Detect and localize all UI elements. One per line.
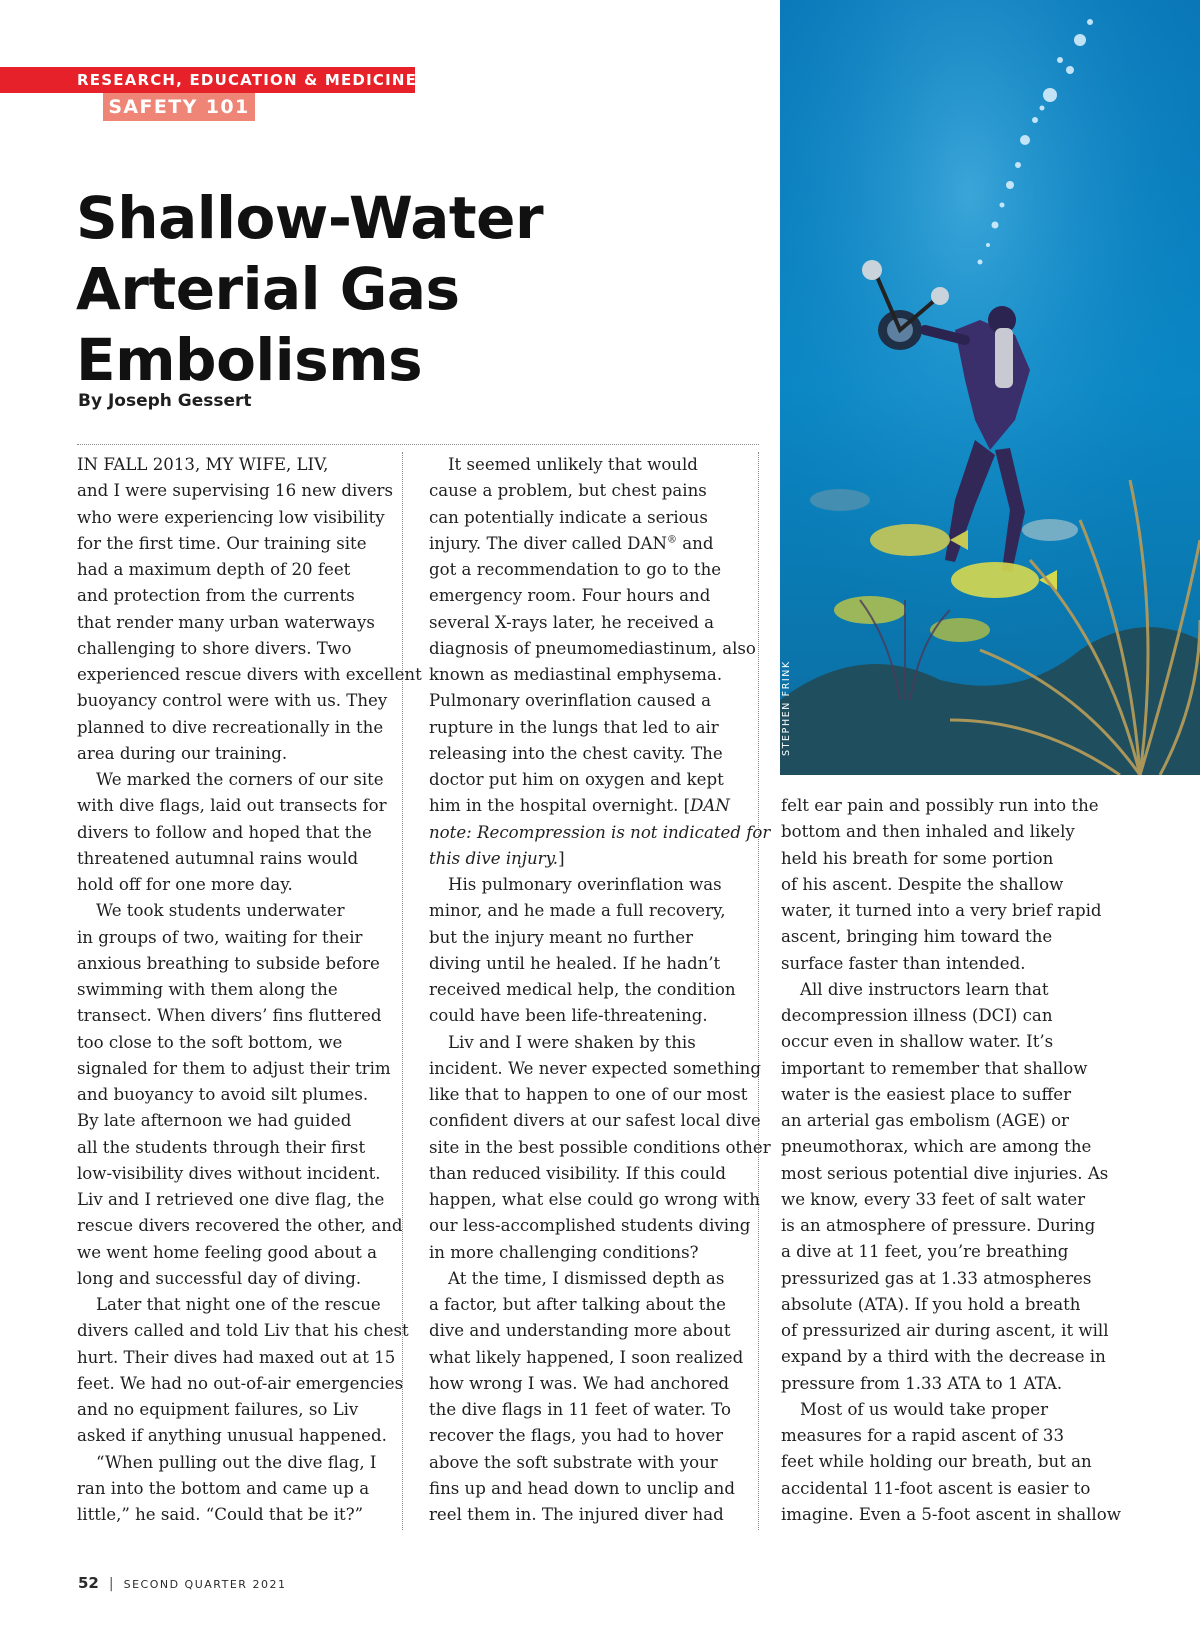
text-line: His pulmonary overinflation was [448, 875, 722, 894]
text-line: swimming with them along the [77, 980, 338, 999]
byline: By Joseph Gessert [78, 391, 252, 411]
page-number: 52 [78, 1574, 99, 1592]
text-line: fins up and head down to unclip and [429, 1478, 735, 1498]
registered-mark: ® [666, 534, 677, 546]
text-line: threatened autumnal rains would [77, 848, 359, 868]
text-line: occur even in shallow water. It’s [781, 1032, 1054, 1052]
text-line: long and successful day of diving. [77, 1268, 362, 1288]
text-line: incident. We never expected something [429, 1058, 761, 1078]
text-line: of pressurized air during ascent, it will [781, 1321, 1109, 1340]
text-line: Liv and I were shaken by this [448, 1032, 696, 1052]
text-line: accidental 11-foot ascent is easier to [781, 1478, 1091, 1498]
text-line: felt ear pain and possibly run into the [781, 796, 1099, 815]
text-line: in groups of two, waiting for their [77, 927, 363, 947]
text-line: decompression illness (DCI) can [781, 1006, 1053, 1025]
text-line: All dive instructors learn that [800, 979, 1049, 999]
text-line: rescue divers recovered the other, and [77, 1216, 403, 1236]
text-line: all the students through their first [77, 1137, 366, 1157]
text-line: got a recommendation to go to the [429, 560, 722, 579]
text-line: releasing into the chest cavity. The [429, 743, 723, 763]
scuba-diver-photo-icon [780, 0, 1200, 775]
text-line: We took students underwater [96, 901, 345, 921]
text-line: low-visibility dives without incident. [77, 1163, 381, 1183]
text-line: minor, and he made a full recovery, [429, 901, 726, 921]
text-line: rupture in the lungs that led to air [429, 717, 719, 737]
article-photo [780, 0, 1200, 775]
text-line: Pulmonary overinflation caused a [429, 691, 712, 711]
text-line [429, 846, 749, 872]
text-line: can potentially indicate a serious [429, 507, 708, 527]
text-line: By late afternoon we had guided [77, 1111, 352, 1131]
text-line: above the soft substrate with your [429, 1452, 718, 1472]
text-line: reel them in. The injured diver had [429, 1505, 724, 1524]
text-line: like that to happen to one of our most [429, 1085, 748, 1104]
divider-rule [77, 444, 759, 445]
text-line: water is the easiest place to suffer [781, 1084, 1072, 1104]
text-line: surface faster than intended. [781, 953, 1026, 973]
text-line: site in the best possible conditions other [429, 1137, 771, 1157]
text-line: with dive flags, laid out transects for [77, 796, 387, 816]
photo-credit: STEPHEN FRINK [781, 660, 792, 756]
text-line: pressure from 1.33 ATA to 1 ATA. [781, 1373, 1063, 1393]
text-line: imagine. Even a 5-foot ascent in shallow [781, 1504, 1121, 1524]
text-line: challenging to shore divers. Two [77, 638, 352, 658]
article-column-3 [781, 793, 1121, 1528]
text-line: area during our training. [77, 743, 288, 763]
text-line: feet while holding our breath, but an [781, 1452, 1092, 1472]
text-line: divers to follow and hoped that the [77, 822, 372, 842]
text-line: we know, every 33 feet of salt water [781, 1189, 1086, 1209]
text-line: hurt. Their dives had maxed out at 15 [77, 1347, 396, 1367]
text-line: Most of us would take proper [800, 1399, 1049, 1419]
text-line: happen, what else could go wrong with [429, 1190, 760, 1209]
text-line: pneumothorax, which are among the [781, 1137, 1092, 1157]
text-line: of his ascent. Despite the shallow [781, 874, 1064, 894]
text-line: dive and understanding more about [429, 1321, 731, 1341]
text-fragment: ] [558, 848, 565, 868]
text-line: Later that night one of the rescue [96, 1295, 381, 1314]
text-line: experienced rescue divers with excellent [77, 665, 422, 684]
text-line: in more challenging conditions? [429, 1242, 699, 1262]
text-line: our less-accomplished students diving [429, 1216, 751, 1236]
sub-kicker-badge: SAFETY 101 [103, 93, 255, 121]
text-line: hold off for one more day. [77, 875, 293, 894]
text-line: a dive at 11 feet, you’re breathing [781, 1242, 1069, 1262]
text-line: transect. When divers’ fins fluttered [77, 1006, 382, 1026]
text-line: planned to dive recreationally in the [77, 717, 384, 737]
text-line: received medical help, the condition [429, 980, 736, 999]
text-line: emergency room. Four hours and [429, 586, 711, 606]
text-line: We marked the corners of our site [96, 770, 384, 789]
text-line: than reduced visibility. If this could [429, 1163, 727, 1183]
text-line: diagnosis of pneumomediastinum, also [429, 638, 756, 658]
text-line: pressurized gas at 1.33 atmospheres [781, 1268, 1092, 1288]
article-column-2 [429, 452, 771, 1528]
page-footer [78, 1573, 286, 1592]
text-line: and no equipment failures, so Liv [77, 1400, 359, 1419]
text-line: confident divers at our safest local dive [429, 1111, 761, 1131]
text-line: anxious breathing to subside before [77, 953, 380, 973]
text-line: asked if anything unusual happened. [77, 1426, 387, 1446]
text-line: the dive flags in 11 feet of water. To [429, 1400, 732, 1419]
text-fragment: this dive injury. [429, 848, 559, 868]
text-line: signaled for them to adjust their trim [77, 1058, 391, 1078]
text-line: measures for a rapid ascent of 33 [781, 1426, 1065, 1445]
text-line: that render many urban waterways [77, 612, 375, 632]
text-line: “When pulling out the dive flag, I [96, 1452, 377, 1472]
text-line: It seemed unlikely that would [448, 455, 698, 474]
column-divider [758, 452, 759, 1530]
text-line: how wrong I was. We had anchored [429, 1373, 730, 1393]
text-line: absolute (ATA). If you hold a breath [781, 1294, 1081, 1314]
text-line: important to remember that shallow [781, 1058, 1088, 1078]
text-line: divers called and told Liv that his chest [77, 1321, 409, 1341]
text-line: we went home feeling good about a [77, 1242, 377, 1262]
text-line: too close to the soft bottom, we [77, 1032, 343, 1052]
headline-line: Arterial Gas [76, 255, 460, 323]
text-fragment: injury. The diver called DAN [429, 533, 667, 553]
text-line: who were experiencing low visibility [77, 507, 385, 527]
text-line: is an atmosphere of pressure. During [781, 1216, 1096, 1235]
text-line: an arterial gas embolism (AGE) or [781, 1111, 1069, 1130]
text-line [429, 793, 749, 819]
headline-line: Shallow-Water [76, 184, 544, 252]
text-line: what likely happened, I soon realized [429, 1347, 744, 1367]
text-line: IN FALL 2013, MY WIFE, LIV, [77, 455, 329, 474]
footer-separator: | [108, 1576, 114, 1592]
text-line: At the time, I dismissed depth as [448, 1268, 725, 1288]
text-line: cause a problem, but chest pains [429, 481, 707, 501]
text-fragment: him in the hospital overnight. [ [429, 796, 691, 816]
text-line: little,” he said. “Could that be it?” [77, 1505, 364, 1524]
text-line: for the first time. Our training site [77, 533, 367, 553]
text-line: buoyancy control were with us. They [77, 691, 388, 711]
text-line: expand by a third with the decrease in [781, 1347, 1106, 1367]
text-line: doctor put him on oxygen and kept [429, 770, 724, 789]
text-line: note: Recompression is not indicated for [429, 822, 771, 842]
text-line: feet. We had no out-of-air emergencies [77, 1373, 404, 1393]
text-line: ran into the bottom and came up a [77, 1478, 370, 1498]
text-line: most serious potential dive injuries. As [781, 1163, 1109, 1183]
text-line: known as mediastinal emphysema. [429, 665, 723, 684]
text-fragment: and [676, 533, 714, 553]
text-line: had a maximum depth of 20 feet [77, 560, 351, 579]
text-line: diving until he healed. If he hadn’t [429, 953, 721, 973]
headline-line: Embolisms [76, 326, 423, 394]
section-kicker: RESEARCH, EDUCATION & MEDICINE [77, 71, 418, 89]
text-line: ascent, bringing him toward the [781, 927, 1053, 947]
issue-label: SECOND QUARTER 2021 [123, 1578, 287, 1591]
text-line [429, 531, 749, 557]
column-divider [402, 452, 403, 1530]
article-headline [76, 183, 636, 396]
text-line: could have been life-threatening. [429, 1006, 708, 1026]
text-line: water, it turned into a very brief rapid [781, 901, 1102, 920]
text-line: and I were supervising 16 new divers [77, 481, 393, 501]
text-fragment: DAN [690, 796, 730, 816]
text-line: and protection from the currents [77, 586, 355, 606]
text-line: a factor, but after talking about the [429, 1295, 726, 1314]
text-line: bottom and then inhaled and likely [781, 822, 1075, 842]
text-line: held his breath for some portion [781, 848, 1054, 868]
text-line: and buoyancy to avoid silt plumes. [77, 1085, 369, 1104]
text-line: but the injury meant no further [429, 927, 694, 947]
article-column-1 [77, 452, 422, 1528]
text-line: recover the flags, you had to hover [429, 1426, 724, 1446]
text-line: several X-rays later, he received a [429, 612, 715, 632]
text-line: Liv and I retrieved one dive flag, the [77, 1190, 385, 1209]
